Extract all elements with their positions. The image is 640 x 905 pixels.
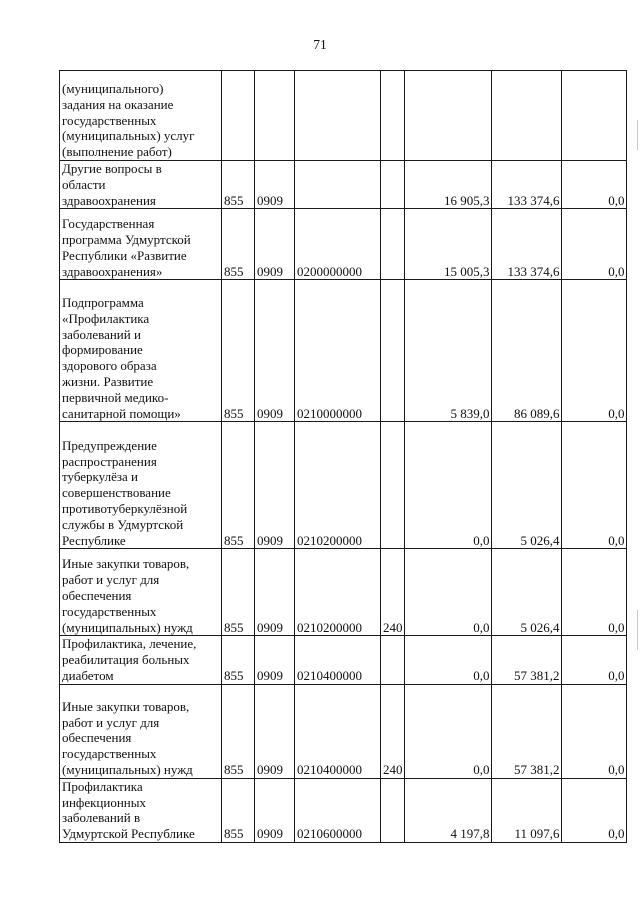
cell-amount-2: 86 089,6 bbox=[491, 280, 561, 422]
cell-amount-1: 4 197,8 bbox=[404, 778, 491, 842]
cell-amount-2: 57 381,2 bbox=[491, 684, 561, 778]
scan-edge-mark bbox=[637, 120, 638, 150]
cell-section-code: 0909 bbox=[255, 684, 295, 778]
cell-name bbox=[60, 684, 222, 778]
cell-target-code: 0210200000 bbox=[295, 549, 381, 636]
table-row bbox=[60, 549, 627, 636]
cell-expense-type bbox=[381, 71, 405, 161]
scan-edge-mark bbox=[637, 610, 638, 650]
cell-expense-type bbox=[381, 161, 405, 209]
cell-amount-3 bbox=[561, 71, 626, 161]
row-name-text: Предупреждение распространения туберкулёза и совершенствование противотуберкулёзной службы в Удмуртской Республике bbox=[62, 437, 188, 548]
cell-ministry-code: 855 bbox=[222, 636, 255, 684]
table-row bbox=[60, 636, 627, 684]
table-row bbox=[60, 71, 627, 161]
cell-section-code: 0909 bbox=[255, 636, 295, 684]
row-name-text: Иные закупки товаров, работ и услуг для обеспечения государственных (муниципальных) нужд bbox=[62, 556, 193, 635]
cell-target-code bbox=[295, 161, 381, 209]
cell-amount-3: 0,0 bbox=[561, 422, 626, 549]
cell-target-code: 0210200000 bbox=[295, 422, 381, 549]
table-row bbox=[60, 280, 627, 422]
cell-ministry-code: 855 bbox=[222, 549, 255, 636]
budget-table-body bbox=[60, 71, 627, 843]
table-row bbox=[60, 161, 627, 209]
row-name-text: (муниципального) задания на оказание государственных (муниципальных) услуг (выполнение работ) bbox=[62, 81, 195, 160]
cell-amount-1: 16 905,3 bbox=[404, 161, 491, 209]
cell-name bbox=[60, 636, 222, 684]
cell-amount-3: 0,0 bbox=[561, 549, 626, 636]
cell-amount-2: 5 026,4 bbox=[491, 422, 561, 549]
row-name-text: Иные закупки товаров, работ и услуг для обеспечения государственных (муниципальных) нужд bbox=[62, 698, 193, 777]
cell-name bbox=[60, 209, 222, 280]
cell-section-code: 0909 bbox=[255, 280, 295, 422]
row-name-text: Профилактика, лечение, реабилитация больных диабетом bbox=[62, 636, 197, 683]
cell-amount-1: 5 839,0 bbox=[404, 280, 491, 422]
cell-amount-2: 5 026,4 bbox=[491, 549, 561, 636]
cell-target-code: 0210600000 bbox=[295, 778, 381, 842]
row-name-text: Другие вопросы в области здравоохранения bbox=[62, 161, 162, 208]
cell-expense-type bbox=[381, 422, 405, 549]
cell-expense-type bbox=[381, 636, 405, 684]
row-name-text: Профилактика инфекционных заболеваний в Удмуртской Республике bbox=[62, 778, 195, 842]
cell-name bbox=[60, 161, 222, 209]
budget-table bbox=[59, 70, 627, 843]
cell-amount-2 bbox=[491, 71, 561, 161]
cell-amount-2: 57 381,2 bbox=[491, 636, 561, 684]
cell-section-code: 0909 bbox=[255, 161, 295, 209]
cell-expense-type bbox=[381, 778, 405, 842]
cell-section-code bbox=[255, 71, 295, 161]
page-number: 71 bbox=[313, 37, 327, 52]
cell-amount-3: 0,0 bbox=[561, 280, 626, 422]
cell-expense-type bbox=[381, 280, 405, 422]
cell-amount-1: 0,0 bbox=[404, 684, 491, 778]
cell-section-code: 0909 bbox=[255, 209, 295, 280]
cell-ministry-code bbox=[222, 71, 255, 161]
cell-amount-3: 0,0 bbox=[561, 684, 626, 778]
table-row bbox=[60, 684, 627, 778]
cell-amount-2: 11 097,6 bbox=[491, 778, 561, 842]
cell-expense-type: 240 bbox=[381, 549, 405, 636]
cell-amount-2: 133 374,6 bbox=[491, 161, 561, 209]
cell-section-code: 0909 bbox=[255, 422, 295, 549]
table-row bbox=[60, 209, 627, 280]
cell-amount-1: 0,0 bbox=[404, 636, 491, 684]
cell-name bbox=[60, 280, 222, 422]
cell-ministry-code: 855 bbox=[222, 684, 255, 778]
cell-name bbox=[60, 422, 222, 549]
cell-target-code: 0210000000 bbox=[295, 280, 381, 422]
cell-ministry-code: 855 bbox=[222, 280, 255, 422]
cell-amount-1: 15 005,3 bbox=[404, 209, 491, 280]
cell-amount-3: 0,0 bbox=[561, 209, 626, 280]
cell-amount-1 bbox=[404, 71, 491, 161]
cell-target-code: 0200000000 bbox=[295, 209, 381, 280]
cell-expense-type: 240 bbox=[381, 684, 405, 778]
cell-name bbox=[60, 71, 222, 161]
cell-ministry-code: 855 bbox=[222, 209, 255, 280]
cell-ministry-code: 855 bbox=[222, 161, 255, 209]
cell-target-code: 0210400000 bbox=[295, 636, 381, 684]
cell-amount-3: 0,0 bbox=[561, 161, 626, 209]
cell-amount-1: 0,0 bbox=[404, 422, 491, 549]
row-name-text: Подпрограмма «Профилактика заболеваний и формирование здорового образа жизни. Развитие первичной медико- санитарной помощи» bbox=[62, 295, 181, 421]
cell-section-code: 0909 bbox=[255, 549, 295, 636]
cell-expense-type bbox=[381, 209, 405, 280]
cell-amount-3: 0,0 bbox=[561, 636, 626, 684]
table-row bbox=[60, 422, 627, 549]
cell-amount-1: 0,0 bbox=[404, 549, 491, 636]
cell-amount-2: 133 374,6 bbox=[491, 209, 561, 280]
cell-name bbox=[60, 549, 222, 636]
cell-target-code: 0210400000 bbox=[295, 684, 381, 778]
cell-name bbox=[60, 778, 222, 842]
row-name-text: Государственная программа Удмуртской Республики «Развитие здравоохранения» bbox=[62, 216, 191, 279]
cell-target-code bbox=[295, 71, 381, 161]
table-row bbox=[60, 778, 627, 842]
cell-ministry-code: 855 bbox=[222, 778, 255, 842]
cell-section-code: 0909 bbox=[255, 778, 295, 842]
cell-amount-3: 0,0 bbox=[561, 778, 626, 842]
cell-ministry-code: 855 bbox=[222, 422, 255, 549]
